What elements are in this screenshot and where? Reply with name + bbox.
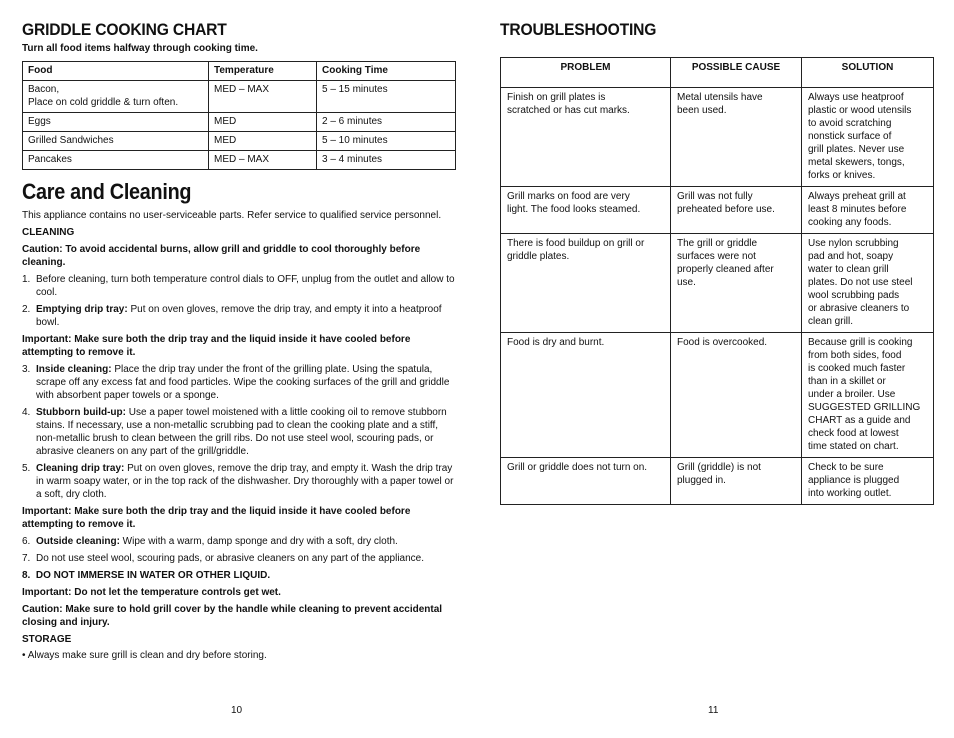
table-row	[501, 333, 934, 458]
step-title: Stubborn build-up:	[36, 407, 126, 418]
column-header-temperature: Temperature	[209, 62, 317, 81]
storage-label: STORAGE	[22, 634, 72, 645]
cleaning-step-4	[22, 406, 456, 458]
troubleshooting-table	[500, 57, 934, 505]
step-number: 3.	[22, 364, 31, 375]
cause-cell: Metal utensils have been used.	[671, 88, 802, 187]
important-controls-wet: Important: Do not let the temperature controls get wet.	[22, 587, 281, 598]
griddle-chart-heading: GRIDDLE COOKING CHART	[22, 20, 227, 39]
problem-cell: Grill marks on food are very light. The food looks steamed.	[501, 187, 671, 234]
caution-burns: Caution: To avoid accidental burns, allow grill and griddle to cool thoroughly before cleaning.	[22, 244, 421, 268]
table-row	[23, 81, 456, 113]
cleaning-step-3	[22, 363, 456, 402]
solution-cell: Because grill is cooking from both sides, food is cooked much faster than in a skillet or under a broiler. Use SUGGESTED GRILLING CHART as a guide and check food at lowest time stated on chart.	[802, 333, 934, 458]
cooking-time-cell: 3 – 4 minutes	[317, 151, 456, 170]
table-row	[23, 132, 456, 151]
step-text: Put on oven gloves, remove the drip tray, and empty it. Wash the drip tray in warm soapy water, or in the top rack of the dishwasher. Dry thoroughly with a paper towel or a soft, dry cloth.	[36, 463, 454, 500]
troubleshooting-heading: TROUBLESHOOTING	[500, 20, 657, 39]
step-number: 4.	[22, 407, 31, 418]
right-page	[500, 0, 934, 505]
column-header-food: Food	[23, 62, 209, 81]
cleaning-step-7	[22, 552, 456, 565]
step-number: 6.	[22, 536, 31, 547]
step-title: Inside cleaning:	[36, 364, 112, 375]
problem-cell: There is food buildup on grill or griddle plates.	[501, 234, 671, 333]
cleaning-step-1	[22, 273, 456, 299]
cause-cell: Grill was not fully preheated before use.	[671, 187, 802, 234]
cleaning-step-5	[22, 462, 456, 501]
cooking-time-cell: 2 – 6 minutes	[317, 113, 456, 132]
step-title: Outside cleaning:	[36, 536, 120, 547]
page-number-left: 10	[231, 705, 243, 716]
step-text: Do not use steel wool, scouring pads, or abrasive cleaners on any part of the appliance.	[36, 553, 425, 564]
step-text: Use a paper towel moistened with a little cooking oil to remove stubborn stains. If necessary, use a non-metallic scrubbing pad to clean the cooking plate and a stiff, non-metallic brush to clean between the grill ribs. Do not use steel wool, scouring pads, or abrasive cleaners on any part of the grill/griddle.	[36, 407, 447, 457]
food-cell: Bacon, Place on cold griddle & turn often.	[23, 81, 209, 113]
care-and-cleaning-heading: Care and Cleaning	[22, 179, 192, 204]
table-header-row	[501, 58, 934, 88]
step-number: 5.	[22, 463, 31, 474]
cleaning-step-6	[22, 535, 456, 548]
food-cell: Eggs	[23, 113, 209, 132]
step-text: Wipe with a warm, damp sponge and dry with a soft, dry cloth.	[119, 536, 398, 547]
cause-cell: Grill (griddle) is not plugged in.	[671, 458, 802, 505]
step-title: Emptying drip tray:	[36, 304, 128, 315]
caution-grill-cover: Caution: Make sure to hold grill cover by the handle while cleaning to prevent accidental closing and injury.	[22, 604, 443, 628]
cooking-time-cell: 5 – 10 minutes	[317, 132, 456, 151]
column-header-possible-cause: POSSIBLE CAUSE	[671, 58, 802, 88]
column-header-cooking-time: Cooking Time	[317, 62, 456, 81]
table-row	[501, 88, 934, 187]
page-number-right: 11	[708, 705, 719, 716]
storage-text: • Always make sure grill is clean and dry before storing.	[22, 650, 267, 661]
important-cooled-note: Important: Make sure both the drip tray and the liquid inside it have cooled before attempting to remove it.	[22, 334, 411, 358]
step-text: Before cleaning, turn both temperature control dials to OFF, unplug from the outlet and allow to cool.	[36, 274, 455, 298]
cooking-time-cell: 5 – 15 minutes	[317, 81, 456, 113]
cleaning-label: CLEANING	[22, 227, 75, 238]
table-row	[501, 187, 934, 234]
do-not-immerse-warning: 8. DO NOT IMMERSE IN WATER OR OTHER LIQUID.	[22, 570, 271, 581]
temperature-cell: MED – MAX	[209, 81, 317, 113]
griddle-cooking-table	[22, 61, 456, 170]
cleaning-step-2	[22, 303, 456, 329]
left-page	[22, 0, 456, 662]
table-row	[23, 151, 456, 170]
table-row	[23, 113, 456, 132]
step-title: Cleaning drip tray:	[36, 463, 125, 474]
solution-cell: Use nylon scrubbing pad and hot, soapy water to clean grill plates. Do not use steel wool scrubbing pads or abrasive cleaners to clean grill.	[802, 234, 934, 333]
solution-cell: Always preheat grill at least 8 minutes before cooking any foods.	[802, 187, 934, 234]
step-number: 2.	[22, 304, 31, 315]
important-cooled-note-2: Important: Make sure both the drip tray and the liquid inside it have cooled before attempting to remove it.	[22, 506, 411, 530]
temperature-cell: MED – MAX	[209, 151, 317, 170]
food-cell: Pancakes	[23, 151, 209, 170]
griddle-chart-subheading: Turn all food items halfway through cooking time.	[22, 43, 258, 54]
care-intro-text: This appliance contains no user-serviceable parts. Refer service to qualified service personnel.	[22, 210, 442, 221]
step-text: Put on oven gloves, remove the drip tray, and empty it into a heatproof bowl.	[36, 304, 442, 328]
problem-cell: Food is dry and burnt.	[501, 333, 671, 458]
column-header-solution: SOLUTION	[802, 58, 934, 88]
solution-cell: Check to be sure appliance is plugged into working outlet.	[802, 458, 934, 505]
step-number: 1.	[22, 274, 31, 285]
step-text: Place the drip tray under the front of the grilling plate. Using the spatula, scrape off any excess fat and food particles. Wipe the cooking surfaces of the grill and griddle with absorbent paper towels or a sponge.	[36, 364, 450, 401]
solution-cell: Always use heatproof plastic or wood utensils to avoid scratching nonstick surface of grill plates. Never use metal skewers, tongs, forks or knives.	[802, 88, 934, 187]
temperature-cell: MED	[209, 113, 317, 132]
step-number: 7.	[22, 553, 31, 564]
temperature-cell: MED	[209, 132, 317, 151]
table-row	[501, 234, 934, 333]
cause-cell: Food is overcooked.	[671, 333, 802, 458]
food-cell: Grilled Sandwiches	[23, 132, 209, 151]
table-row	[501, 458, 934, 505]
table-header-row	[23, 62, 456, 81]
problem-cell: Grill or griddle does not turn on.	[501, 458, 671, 505]
cause-cell: The grill or griddle surfaces were not properly cleaned after use.	[671, 234, 802, 333]
column-header-problem: PROBLEM	[501, 58, 671, 88]
problem-cell: Finish on grill plates is scratched or has cut marks.	[501, 88, 671, 187]
